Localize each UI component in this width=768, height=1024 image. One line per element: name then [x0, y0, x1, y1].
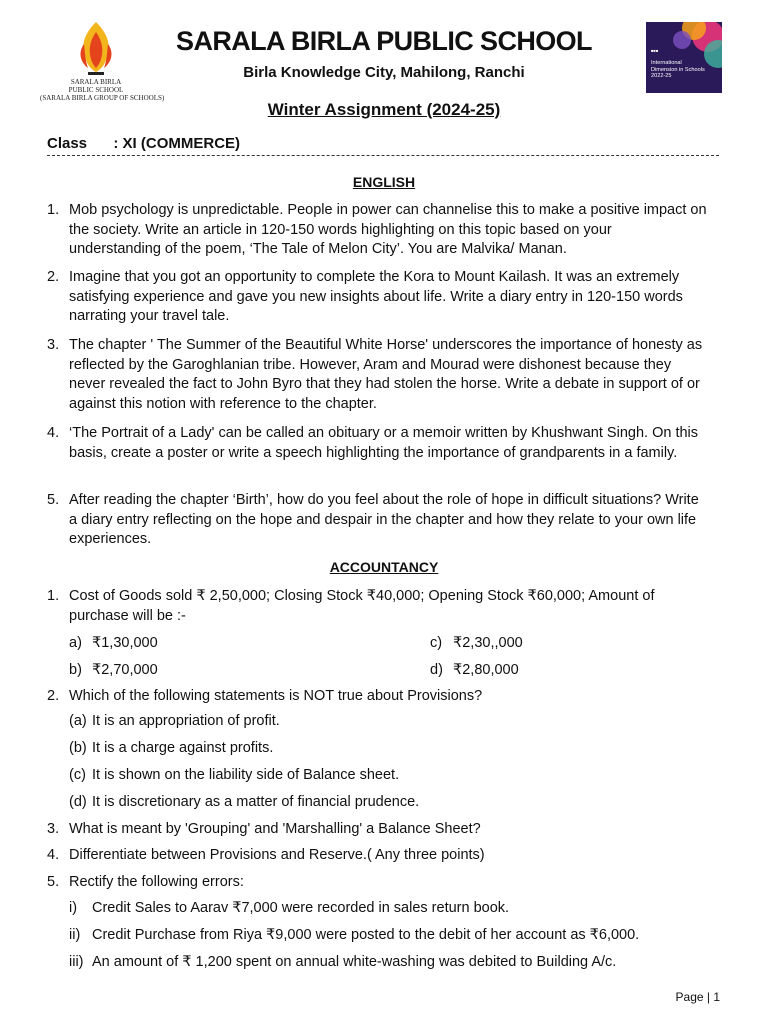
international-dimension-badge [646, 22, 722, 93]
accountancy-question-4 [47, 846, 707, 866]
badge-line-3: 2022-25 [651, 73, 672, 79]
error-item-1 [69, 899, 729, 918]
school-address: Birla Knowledge City, Mahilong, Ranchi [243, 64, 525, 81]
question-number: 1. [47, 202, 60, 218]
english-question-5 [47, 491, 707, 550]
option-text: It is shown on the liability side of Balance sheet. [92, 767, 400, 783]
item-label: ii) [69, 927, 81, 943]
item-text: Credit Purchase from Riya ₹9,000 were posted to the debit of her account as ₹6,000. [92, 927, 640, 943]
badge-line-1: International [651, 60, 682, 66]
item-text: Credit Sales to Aarav ₹7,000 were recorded in sales return book. [92, 900, 510, 916]
logo-caption-1: SARALA BIRLA [70, 78, 122, 86]
question-text: Rectify the following errors: [69, 874, 244, 890]
badge-text [651, 60, 705, 80]
option-text: It is discretionary as a matter of financial prudence. [92, 794, 420, 810]
english-question-3 [47, 336, 707, 414]
option-label: (c) [69, 767, 86, 783]
english-question-2 [47, 268, 707, 327]
question-text: What is meant by 'Grouping' and 'Marshalling' a Balance Sheet? [69, 821, 481, 837]
option-label: c) [430, 635, 443, 651]
english-question-4 [47, 424, 707, 463]
option-text: ₹2,30,,000 [453, 635, 523, 651]
question-number: 1. [47, 588, 60, 604]
badge-circles-icon [646, 22, 722, 93]
option-label: a) [69, 635, 82, 651]
option-text: It is a charge against profits. [92, 740, 274, 756]
accountancy-question-5 [47, 873, 707, 893]
item-label: iii) [69, 954, 84, 970]
provision-option-a [69, 712, 699, 731]
question-number: 5. [47, 874, 60, 890]
question-text: Mob psychology is unpredictable. People in power can channelise this to make a positive impact on the society. Write an article in 120-150 words highlighting on this topic based on your understanding of the poem, ‘The Tale of Melon City’. You are Malvika/ Manan. [69, 202, 707, 257]
question-text: Which of the following statements is NOT true about Provisions? [69, 688, 483, 704]
option-d [430, 661, 710, 680]
question-text: The chapter ' The Summer of the Beautiful White Horse' underscores the importance of honesty as reflected by the Garoghlanian tribe. However, Aram and Mourad were dishonest because they never revealed the fact to John Byro that they had stolen the horse. Write a debate in support of or against this notion with reference to the chapter. [69, 337, 703, 412]
english-heading: ENGLISH [352, 174, 416, 190]
error-item-3 [69, 953, 729, 972]
option-b [69, 661, 389, 680]
logo-caption-3: (SARALA BIRLA GROUP OF SCHOOLS) [40, 94, 165, 102]
english-question-1 [47, 201, 707, 260]
question-text: Differentiate between Provisions and Reserve.( Any three points) [69, 847, 485, 863]
question-number: 3. [47, 337, 60, 353]
option-label: (b) [69, 740, 87, 756]
option-text: ₹2,70,000 [92, 662, 158, 678]
page-number: Page | 1 [675, 990, 720, 1004]
provision-option-c [69, 766, 699, 785]
question-number: 2. [47, 688, 60, 704]
item-text: An amount of ₹ 1,200 spent on annual white-washing was debited to Building A/c. [92, 954, 617, 970]
dashed-divider [47, 155, 719, 156]
question-number: 3. [47, 821, 60, 837]
option-label: (a) [69, 713, 87, 729]
question-number: 4. [47, 425, 60, 441]
option-text: It is an appropriation of profit. [92, 713, 280, 729]
accountancy-question-2 [47, 687, 707, 707]
question-text: Imagine that you got an opportunity to complete the Kora to Mount Kailash. It was an extremely satisfying experience and gave you new insights about life. Write a diary entry in 120-150 words narrating your travel tale. [69, 269, 683, 324]
school-name: SARALA BIRLA PUBLIC SCHOOL [176, 26, 592, 56]
option-text: ₹2,80,000 [453, 662, 519, 678]
accountancy-heading: ACCOUNTANCY [329, 559, 439, 575]
class-label: Class [47, 135, 88, 152]
question-number: 4. [47, 847, 60, 863]
flame-logo-icon [76, 20, 116, 78]
school-logo [40, 20, 165, 104]
assignment-title [160, 100, 608, 120]
logo-caption-2: PUBLIC SCHOOL [68, 86, 124, 94]
option-label: b) [69, 662, 82, 678]
option-c [430, 634, 710, 653]
error-item-2 [69, 926, 729, 945]
option-label: d) [430, 662, 443, 678]
provision-option-b [69, 739, 699, 758]
question-text: ‘The Portrait of a Lady' can be called an obituary or a memoir written by Khushwant Singh. On this basis, create a poster or write a speech highlighting the importance of grandparents in a family. [69, 425, 699, 461]
item-label: i) [69, 900, 78, 916]
option-label: (d) [69, 794, 87, 810]
question-text: After reading the chapter ‘Birth’, how do you feel about the role of hope in difficult situations? Write a diary entry reflecting on the hope and despair in the chapter and how they relate to your own life experiences. [69, 492, 699, 547]
accountancy-question-3 [47, 820, 707, 840]
provision-option-d [69, 793, 699, 812]
option-a [69, 634, 389, 653]
class-value: : XI (COMMERCE) [113, 135, 241, 152]
assignment-title-text: Winter Assignment (2024-25) [267, 100, 501, 119]
badge-line-2: Dimension in Schools [651, 66, 705, 73]
badge-council-mark-icon: ■■■ [651, 48, 659, 53]
class-info [47, 135, 240, 152]
question-number: 2. [47, 269, 60, 285]
question-number: 5. [47, 492, 60, 508]
option-text: ₹1,30,000 [92, 635, 158, 651]
question-text: Cost of Goods sold ₹ 2,50,000; Closing Stock ₹40,000; Opening Stock ₹60,000; Amount of purchase will be :- [69, 588, 655, 624]
accountancy-question-1 [47, 587, 707, 626]
